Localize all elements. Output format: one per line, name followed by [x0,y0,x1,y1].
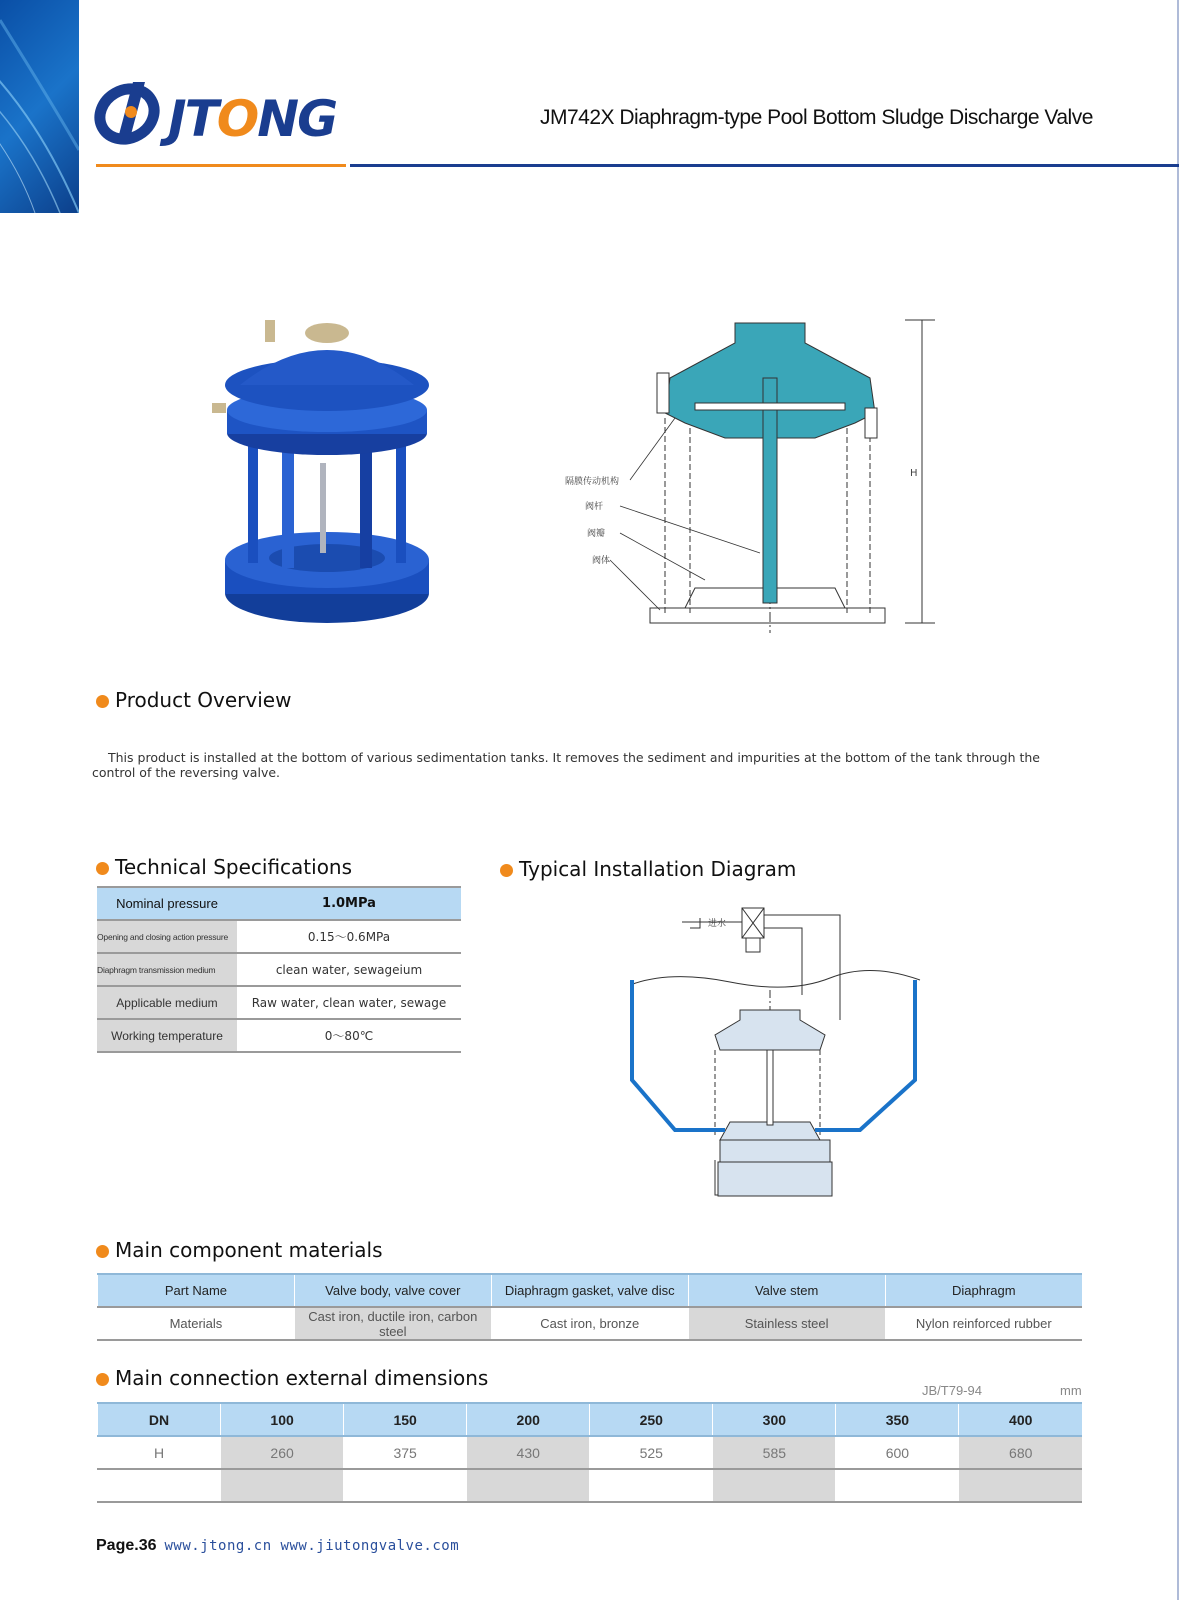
label-disc: 阀瓣 [587,529,606,539]
table-header-cell: Valve stem [688,1274,885,1307]
logo-mark-icon [93,74,165,154]
page-footer [96,1537,459,1555]
specs-table [97,886,461,1053]
table-header-cell: 350 [836,1403,959,1436]
page-number: Page.36 [96,1537,157,1554]
spec-key: Applicable medium [97,986,237,1019]
install-heading: Typical Installation Diagram [500,857,796,881]
table-cell [221,1469,344,1502]
table-cell [344,1469,467,1502]
page-title: JM742X Diaphragm-type Pool Bottom Sludge Discharge Valve [540,106,1093,129]
bullet-icon [96,862,109,875]
table-row [97,953,461,986]
bullet-icon [96,1245,109,1258]
specs-heading: Technical Specifications [96,855,352,879]
bullet-icon [500,864,513,877]
label-diaphragm-mechanism: 隔膜传动机构 [565,477,620,487]
standard-code: JB/T79-94 [922,1383,982,1398]
spec-value: 1.0MPa [237,887,461,920]
table-header-row [98,1403,1083,1436]
table-header-cell: Part Name [98,1274,295,1307]
table-header-cell: 400 [959,1403,1082,1436]
table-cell [590,1469,713,1502]
table-cell [467,1469,590,1502]
table-header-cell: DN [98,1403,221,1436]
table-cell: Stainless steel [688,1307,885,1340]
dimensions-table [97,1402,1082,1503]
table-header-cell: Diaphragm gasket, valve disc [491,1274,688,1307]
installation-diagram [630,900,940,1210]
table-header-cell: 150 [344,1403,467,1436]
table-row [98,1436,1083,1469]
inlet-label: 进水 [708,919,727,929]
table-cell [713,1469,836,1502]
table-header-cell: 300 [713,1403,836,1436]
spec-value: 0～80℃ [237,1019,461,1052]
materials-table [97,1273,1082,1341]
table-row [97,986,461,1019]
materials-heading: Main component materials [96,1238,383,1262]
table-row [97,920,461,953]
table-cell: 430 [467,1436,590,1469]
logo-wordmark: JTONG [168,90,337,148]
spec-value: clean water, sewageium [237,953,461,986]
label-body: 阀体 [592,556,611,566]
overview-heading: Product Overview [96,688,291,712]
table-cell: 260 [221,1436,344,1469]
header-rule-blue [350,164,1179,167]
spec-value: 0.15～0.6MPa [237,920,461,953]
table-row [98,1469,1083,1502]
corner-decoration [0,0,79,213]
bullet-icon [96,1373,109,1386]
table-header-cell: 100 [221,1403,344,1436]
table-row [97,887,461,920]
spec-key: Opening and closing action pressure [97,920,237,953]
table-cell: Materials [98,1307,295,1340]
table-cell: 600 [836,1436,959,1469]
table-cell: Cast iron, bronze [491,1307,688,1340]
table-header-cell: 200 [467,1403,590,1436]
table-cell [98,1469,221,1502]
dimension-h-label: H [910,468,918,479]
table-cell: 585 [713,1436,836,1469]
table-row [98,1307,1083,1340]
header-rule-orange [96,164,346,167]
table-header-cell: Valve body, valve cover [294,1274,491,1307]
label-stem: 阀杆 [585,502,604,512]
spec-key: Nominal pressure [97,887,237,920]
table-cell: 525 [590,1436,713,1469]
table-cell [959,1469,1082,1502]
spec-value: Raw water, clean water, sewage [237,986,461,1019]
bullet-icon [96,695,109,708]
table-cell: H [98,1436,221,1469]
website-links[interactable]: www.jtong.cn www.jiutongvalve.com [164,1538,460,1554]
table-row [97,1019,461,1052]
table-cell: Nylon reinforced rubber [885,1307,1082,1340]
spec-key: Working temperature [97,1019,237,1052]
table-header-cell: Diaphragm [885,1274,1082,1307]
dimensions-heading: Main connection external dimensions [96,1366,488,1390]
valve-photo [210,315,445,635]
table-cell: Cast iron, ductile iron, carbon steel [294,1307,491,1340]
overview-text: This product is installed at the bottom of various sedimentation tanks. It removes the sediment and impurities at the bottom of the tank through the control of the reversing valve. [92,750,1040,780]
table-cell: 375 [344,1436,467,1469]
spec-key: Diaphragm transmission medium [97,953,237,986]
brand-logo [93,74,353,154]
table-cell [836,1469,959,1502]
table-header-cell: 250 [590,1403,713,1436]
unit-label: mm [1060,1383,1082,1398]
table-cell: 680 [959,1436,1082,1469]
table-header-row [98,1274,1083,1307]
valve-section-drawing [565,318,955,648]
